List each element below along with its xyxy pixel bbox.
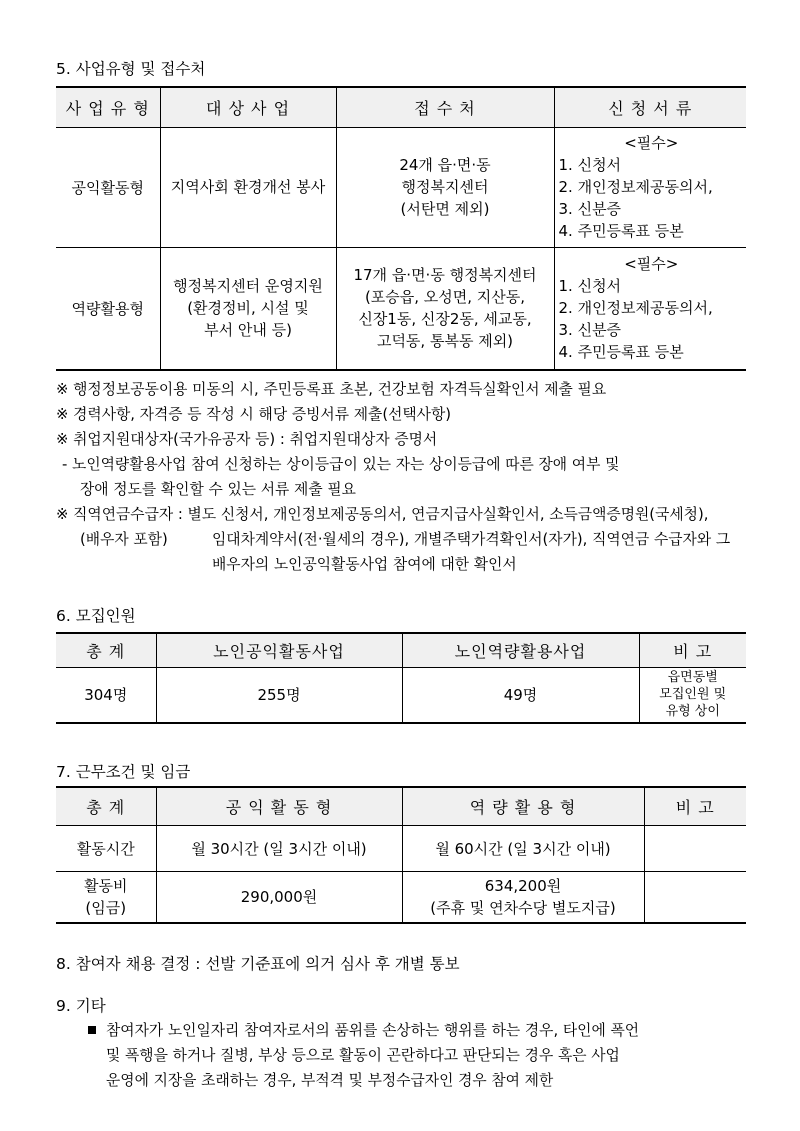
header-public-activity: 노인공익활동사업 (156, 633, 402, 667)
section6-title: 6. 모집인원 (56, 607, 136, 625)
row2-office: 17개 읍·면·동 행정복지센터 (포승읍, 오성면, 지산동, 신장1동, 신장2동, 세교동, 고덕동, 통복동 제외) (336, 247, 554, 370)
public-wage: 290,000원 (156, 871, 402, 923)
note-disability: - 노인역량활용사업 참여 신청하는 상이등급이 있는 자는 상이등급에 따른 장애 여부 및 (62, 456, 620, 473)
section8-title: 8. 참여자 채용 결정 : 선발 기준표에 의거 심사 후 개별 통보 (56, 955, 460, 973)
section5-title: 5. 사업유형 및 접수처 (56, 60, 206, 78)
note-pension-spouse: (배우자 포함) (80, 531, 168, 548)
public-hours: 월 30시간 (일 3시간 이내) (156, 825, 402, 871)
note-admin-info: ※ 행정정보공동이용 미동의 시, 주민등록표 초본, 건강보험 자격득실확인서 제출 필요 (56, 381, 607, 398)
header-remark: 비 고 (644, 787, 746, 825)
total-count: 304명 (56, 667, 156, 723)
wage-label: 활동비 (임금) (56, 871, 156, 923)
section9-line3: 운영에 지장을 초래하는 경우, 부적격 및 부정수급자인 경우 참여 제한 (106, 1072, 554, 1089)
header-target-business: 대 상 사 업 (160, 87, 336, 127)
recruit-remark: 읍면동별 모집인원 및 유형 상이 (639, 667, 746, 723)
header-business-type: 사 업 유 형 (56, 87, 160, 127)
header-public-type: 공 익 활 동 형 (156, 787, 402, 825)
header-application-docs: 신 청 서 류 (554, 87, 746, 127)
row2-docs: <필수> 1. 신청서 2. 개인정보제공동의서, 3. 신분증 4. 주민등록표 등본 (554, 247, 746, 370)
recruitment-table (56, 632, 746, 724)
note-career: ※ 경력사항, 자격증 등 작성 시 해당 증빙서류 제출(선택사항) (56, 406, 452, 423)
row2-target: 행정복지센터 운영지원 (환경정비, 시설 및 부서 안내 등) (160, 247, 336, 370)
row1-docs: <필수> 1. 신청서 2. 개인정보제공동의서, 3. 신분증 4. 주민등록표 등본 (554, 127, 746, 247)
table-row (56, 127, 746, 247)
row2-type: 역량활용형 (56, 247, 160, 370)
hours-remark (644, 825, 746, 871)
wage-remark (644, 871, 746, 923)
header-total: 총 계 (56, 787, 156, 825)
note-pension-cont1: 임대차계약서(전·월세의 경우), 개별주택가격확인서(자가), 직역연금 수급자와 그 (212, 531, 731, 548)
section9-line2: 및 폭행을 하거나 질병, 부상 등으로 활동이 곤란하다고 판단되는 경우 혹은 사업 (106, 1047, 620, 1064)
row1-target: 지역사회 환경개선 봉사 (160, 127, 336, 247)
note-disability-cont: 장애 정도를 확인할 수 있는 서류 제출 필요 (80, 481, 356, 498)
header-capacity-activity: 노인역량활용사업 (402, 633, 639, 667)
note-employment-support: ※ 취업지원대상자(국가유공자 등) : 취업지원대상자 증명서 (56, 431, 438, 448)
row1-type: 공익활동형 (71, 178, 144, 197)
note-pension-cont2: 배우자의 노인공익활동사업 참여에 대한 확인서 (212, 556, 517, 573)
section9-title: 9. 기타 (56, 997, 106, 1015)
capacity-wage: 634,200원 (주휴 및 연차수당 별도지급) (402, 871, 644, 923)
table-row (56, 825, 746, 871)
header-total: 총 계 (56, 633, 156, 667)
header-remark: 비 고 (639, 633, 746, 667)
table-row (56, 871, 746, 923)
business-type-table (56, 86, 746, 371)
row1-office: 24개 읍·면·동 행정복지센터 (서탄면 제외) (336, 127, 554, 247)
header-reception-office: 접 수 처 (336, 87, 554, 127)
capacity-count: 49명 (402, 667, 639, 723)
section7-title: 7. 근무조건 및 임금 (56, 763, 191, 781)
table-row (56, 247, 746, 370)
table-row (56, 667, 746, 723)
capacity-hours: 월 60시간 (일 3시간 이내) (402, 825, 644, 871)
public-count: 255명 (156, 667, 402, 723)
note-pension: ※ 직역연금수급자 : 별도 신청서, 개인정보제공동의서, 연금지급사실확인서, 소득금액증명원(국세청), (56, 506, 709, 523)
header-capacity-type: 역 량 활 용 형 (402, 787, 644, 825)
bullet-icon (88, 1026, 96, 1034)
work-conditions-table (56, 786, 746, 924)
activity-hours-label: 활동시간 (76, 839, 135, 858)
section9-line1: 참여자가 노인일자리 참여자로서의 품위를 손상하는 행위를 하는 경우, 타인에 폭언 (88, 1019, 639, 1043)
